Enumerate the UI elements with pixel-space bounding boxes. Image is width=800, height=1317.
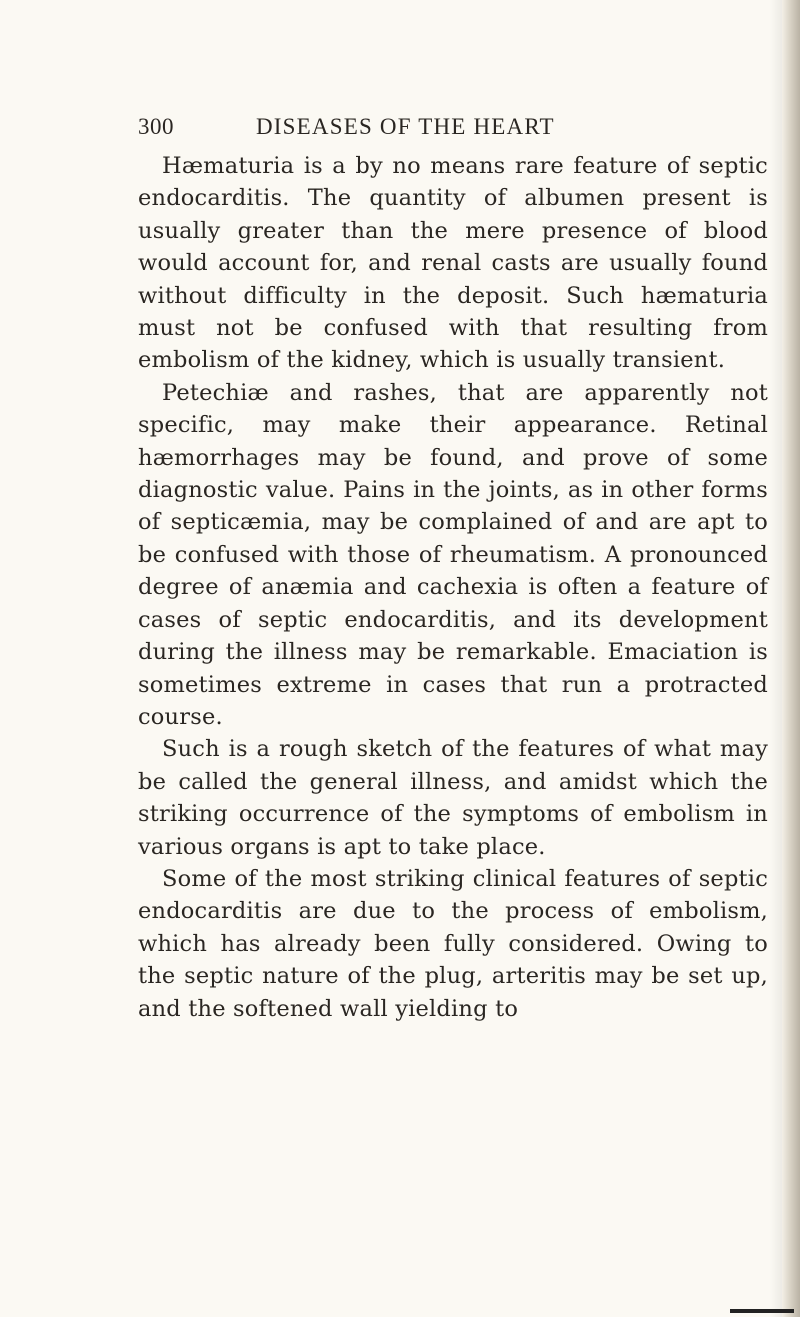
- paragraph: Some of the most striking clinical features of septic endocarditis are due to the process of embolism, which has already been fully considered. Owing to the septic nature of the plug, arteritis may be set up, and the softened wall yielding to: [138, 865, 768, 1022]
- page-gutter-shadow: [770, 0, 782, 1317]
- paragraph: Hæmaturia is a by no means rare feature of septic endocarditis. The quantity of albumen present is usually greater than the mere presence of blood would account for, and renal casts are usually found without difficulty in the deposit. Such hæmaturia must not be confused with that resulting from embolism of the kidney, which is usually transient.: [138, 153, 768, 374]
- page-corner-mark: [730, 1309, 794, 1313]
- page-number: 300: [138, 114, 174, 139]
- paragraph: Such is a rough sketch of the features of what may be called the general illness, and amidst which the striking occurrence of the symptoms of embolism in various organs is apt to take place.: [138, 736, 768, 860]
- page-edge: [782, 0, 800, 1317]
- running-head: DISEASES OF THE HEART: [256, 114, 555, 139]
- page-header: [138, 114, 768, 146]
- paragraph: Petechiæ and rashes, that are apparently not specific, may make their appearance. Retinal hæmorrhages may be found, and prove of some diagnostic value. Pains in the joints, as in other forms of septicæmia, may be complained of and are apt to be confused with those of rheumatism. A pronounced degree of anæmia and cachexia is often a feature of cases of septic endocarditis, and its development during the illness may be remarkable. Emaciation is sometimes extreme in cases that run a protracted course.: [138, 379, 768, 730]
- body-text: [138, 150, 768, 1025]
